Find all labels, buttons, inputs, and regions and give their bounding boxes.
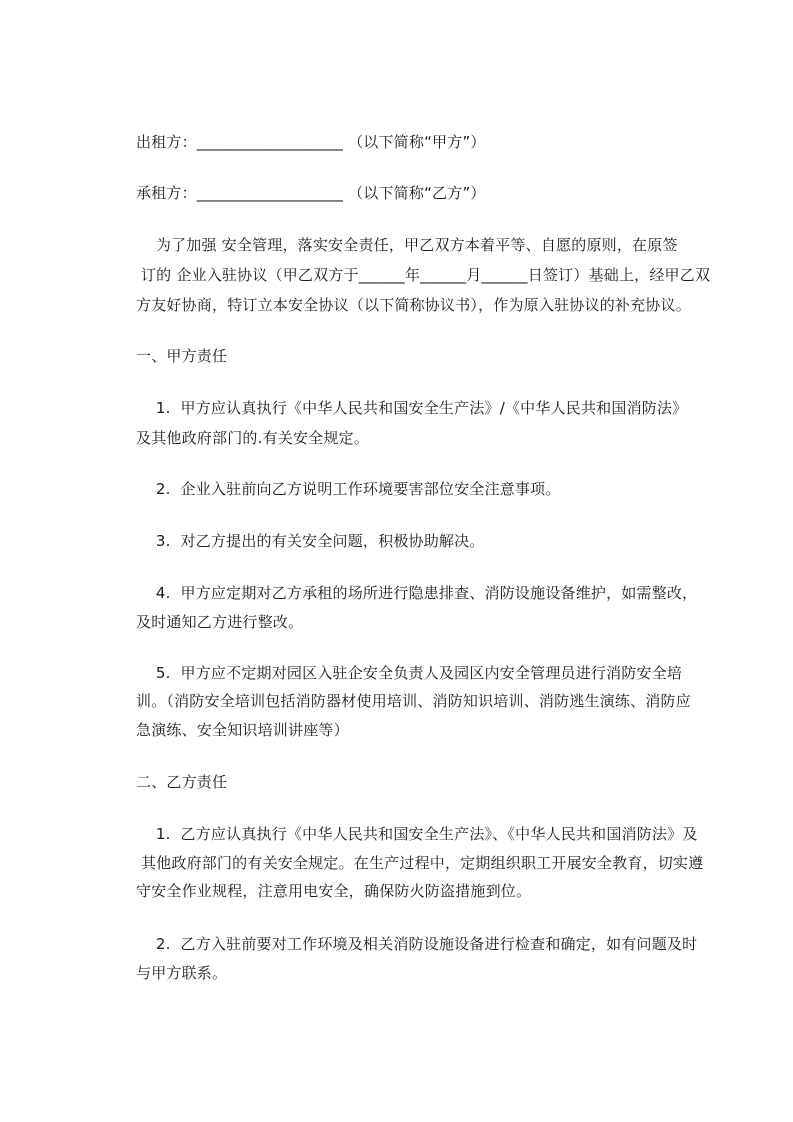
- section-b-heading: 二、乙方责任: [136, 773, 228, 791]
- section-b-item-1-line-2: 其他政府部门的有关安全规定。在生产过程中，定期组织职工开展安全教育，切实遵: [136, 854, 704, 872]
- preamble-line-3: 方友好协商，特订立本安全协议（以下简称协议书），作为原入驻协议的补充协议。: [136, 296, 691, 314]
- section-b-item-1-line-3: 守安全作业规程，注意用电安全，确保防火防盗措施到位。: [136, 882, 532, 900]
- section-a-heading: 一、甲方责任: [136, 347, 228, 365]
- section-a-item-5-line-1: 5. 甲方应不定期对园区入驻企安全负责人及园区内安全管理员进行消防安全培: [136, 664, 683, 682]
- preamble-line-2: 订的 企业入驻协议（甲乙双方于______年______月______日签订）基础上，经甲乙双: [136, 266, 711, 284]
- section-a-item-2: 2. 企业入驻前向乙方说明工作环境要害部位安全注意事项。: [136, 480, 561, 498]
- section-a-item-1-line-1: 1. 甲方应认真执行《中华人民共和国安全生产法》/《中华人民共和国消防法》: [136, 399, 688, 417]
- preamble-line-1: 为了加强 安全管理，落实安全责任，甲乙双方本着平等、自愿的原则，在原签: [136, 236, 678, 254]
- section-b-item-1-line-1: 1. 乙方应认真执行《中华人民共和国安全生产法》、《中华人民共和国消防法》及: [136, 825, 698, 843]
- lessee-line: 承租方：___________________ （以下简称“乙方”）: [136, 184, 486, 202]
- section-a-item-4-line-2: 及时通知乙方进行整改。: [136, 613, 304, 631]
- section-a-item-5-line-3: 急演练、安全知识培训讲座等）: [136, 721, 349, 739]
- section-b-item-2-line-1: 2. 乙方入驻前要对工作环境及相关消防设施设备进行检查和确定，如有问题及时: [136, 935, 698, 953]
- section-a-item-4-line-1: 4. 甲方应定期对乙方承租的场所进行隐患排查、消防设施设备维护，如需整改，: [136, 584, 698, 602]
- lessor-line: 出租方：___________________ （以下简称“甲方”）: [136, 133, 486, 151]
- section-b-item-2-line-2: 与甲方联系。: [136, 964, 228, 982]
- section-a-item-3: 3. 对乙方提出的有关安全问题，积极协助解决。: [136, 532, 485, 550]
- section-a-item-5-line-2: 训。（消防安全培训包括消防器材使用培训、消防知识培训、消防逃生演练、消防应: [136, 692, 691, 710]
- section-a-item-1-line-2: 及其他政府部门的.有关安全规定。: [136, 429, 369, 447]
